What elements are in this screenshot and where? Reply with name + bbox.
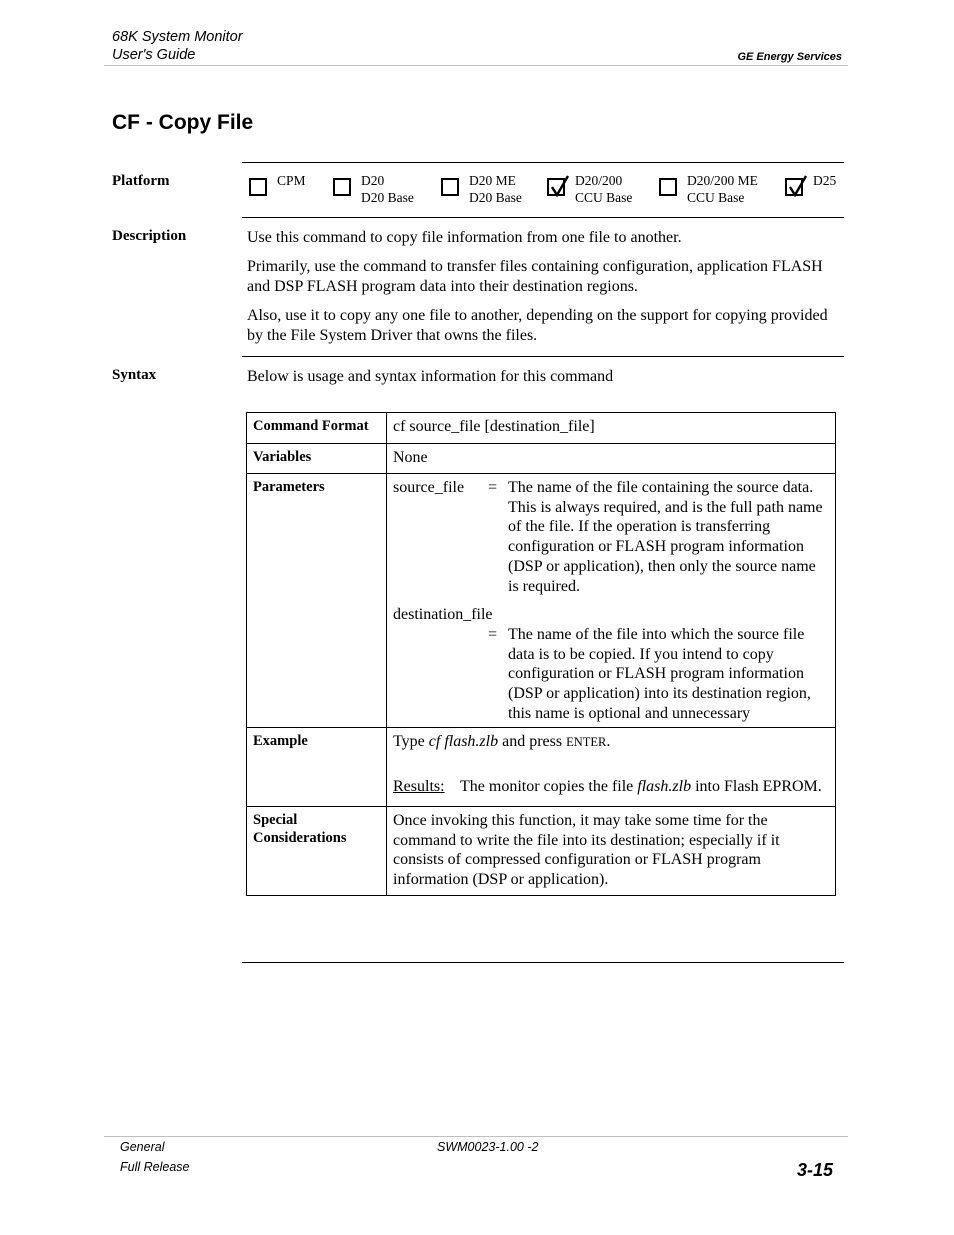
footer-doc-number: SWM0023-1.00 -2 <box>437 1140 539 1154</box>
checked-checkbox-icon <box>785 178 803 196</box>
footer-left-line1: General <box>120 1140 165 1154</box>
parameter-destination-file <box>393 625 829 724</box>
description-body <box>247 228 837 346</box>
results-label: Results: <box>393 778 445 796</box>
unchecked-checkbox-icon <box>659 178 677 196</box>
platform-label: Platform <box>112 173 170 189</box>
syntax-table <box>246 412 836 896</box>
results-text: into Flash EPROM. <box>695 778 822 796</box>
variables-label: Variables <box>247 444 387 474</box>
parameters-value <box>387 474 836 728</box>
example-key: ENTER <box>566 735 607 750</box>
description-paragraph: Primarily, use the command to transfer files containing configuration, application FLASH and DSP FLASH program data into their destination regions. <box>247 258 823 295</box>
platform-option-line2: CCU Base <box>687 190 745 205</box>
description-label: Description <box>112 228 187 244</box>
special-label-line2: Considerations <box>253 829 347 846</box>
description-bottom-rule <box>242 356 844 357</box>
platform-option-d20-200-me <box>659 172 758 206</box>
unchecked-checkbox-icon <box>333 178 351 196</box>
table-row <box>247 806 836 895</box>
page-number: 3-15 <box>797 1160 834 1180</box>
parameter-equals: = <box>488 625 498 643</box>
platform-option-line1: CPM <box>277 173 306 188</box>
platform-top-rule <box>242 162 844 163</box>
command-format-value: cf source_file [destination_file] <box>387 413 836 444</box>
parameter-name: source_file <box>393 479 465 496</box>
table-row <box>247 474 836 728</box>
page-title: CF - Copy File <box>112 111 254 134</box>
platform-option-cpm <box>249 172 306 196</box>
special-considerations-value: Once invoking this function, it may take some time for the command to write the file into its destination; especially if it consists of compressed configuration or FLASH program information (DSP or application). <box>387 806 836 895</box>
company-name: GE Energy Services <box>737 51 842 63</box>
table-row <box>247 413 836 444</box>
document-title-line2: User's Guide <box>112 47 196 63</box>
platform-option-line2: D20 Base <box>469 190 522 205</box>
parameter-equals: = <box>488 479 498 496</box>
variables-value: None <box>387 444 836 474</box>
example-and-press: and press <box>502 733 563 751</box>
platform-option-line1: D20 <box>361 173 385 188</box>
platform-option-line1: D20 ME <box>469 173 516 188</box>
parameter-description: The name of the file containing the source data. This is always required, and is the full path name of the file. If the operation is transferring configuration or FLASH program information (DSP or application), then only the source name is required. <box>508 479 823 595</box>
example-label: Example <box>247 728 387 806</box>
results-file: flash.zlb <box>637 778 692 796</box>
example-instruction <box>393 732 829 753</box>
special-label-line1: Special <box>253 811 298 828</box>
platform-option-line2: D20 Base <box>361 190 414 205</box>
unchecked-checkbox-icon <box>249 178 267 196</box>
platform-option-line1: D20/200 ME <box>687 173 758 188</box>
syntax-label: Syntax <box>112 367 157 383</box>
platform-option-d20 <box>333 172 414 206</box>
platform-option-d25 <box>785 172 836 196</box>
section-bottom-rule <box>242 962 844 963</box>
footer-left-line2: Full Release <box>120 1160 190 1174</box>
platform-option-line2: CCU Base <box>575 190 633 205</box>
example-results <box>393 777 829 797</box>
platform-bottom-rule <box>242 217 844 218</box>
parameter-source-file <box>393 478 829 596</box>
platform-option-line1: D25 <box>813 173 837 188</box>
footer-divider <box>104 1136 848 1137</box>
document-title <box>112 28 243 64</box>
results-text: The monitor copies the file <box>460 778 634 796</box>
example-value <box>387 728 836 806</box>
platform-option-line1: D20/200 <box>575 173 623 188</box>
document-title-line1: 68K System Monitor <box>112 29 243 45</box>
header-divider <box>104 65 848 66</box>
table-row <box>247 728 836 806</box>
command-format-label: Command Format <box>247 413 387 444</box>
platform-option-d20-me <box>441 172 522 206</box>
description-paragraph: Also, use it to copy any one file to another, depending on the support for copying provided by the File System Driver that owns the files. <box>247 307 828 344</box>
special-considerations-label <box>247 806 387 895</box>
syntax-intro: Below is usage and syntax information for this command <box>247 368 614 385</box>
description-paragraph: Use this command to copy file information from one file to another. <box>247 229 682 246</box>
parameters-label: Parameters <box>247 474 387 728</box>
platform-option-d20-200 <box>547 172 632 206</box>
parameter-description: The name of the file into which the source file data is to be copied. If you intend to copy configuration or FLASH program information (DSP or application) into its destination region, this name is optional and unnecessary <box>508 625 811 722</box>
example-type-word: Type <box>393 733 425 751</box>
unchecked-checkbox-icon <box>441 178 459 196</box>
example-command: cf flash.zlb <box>428 733 499 751</box>
parameter-name: destination_file <box>393 606 493 624</box>
table-row <box>247 444 836 474</box>
checked-checkbox-icon <box>547 178 565 196</box>
example-period: . <box>606 733 611 751</box>
